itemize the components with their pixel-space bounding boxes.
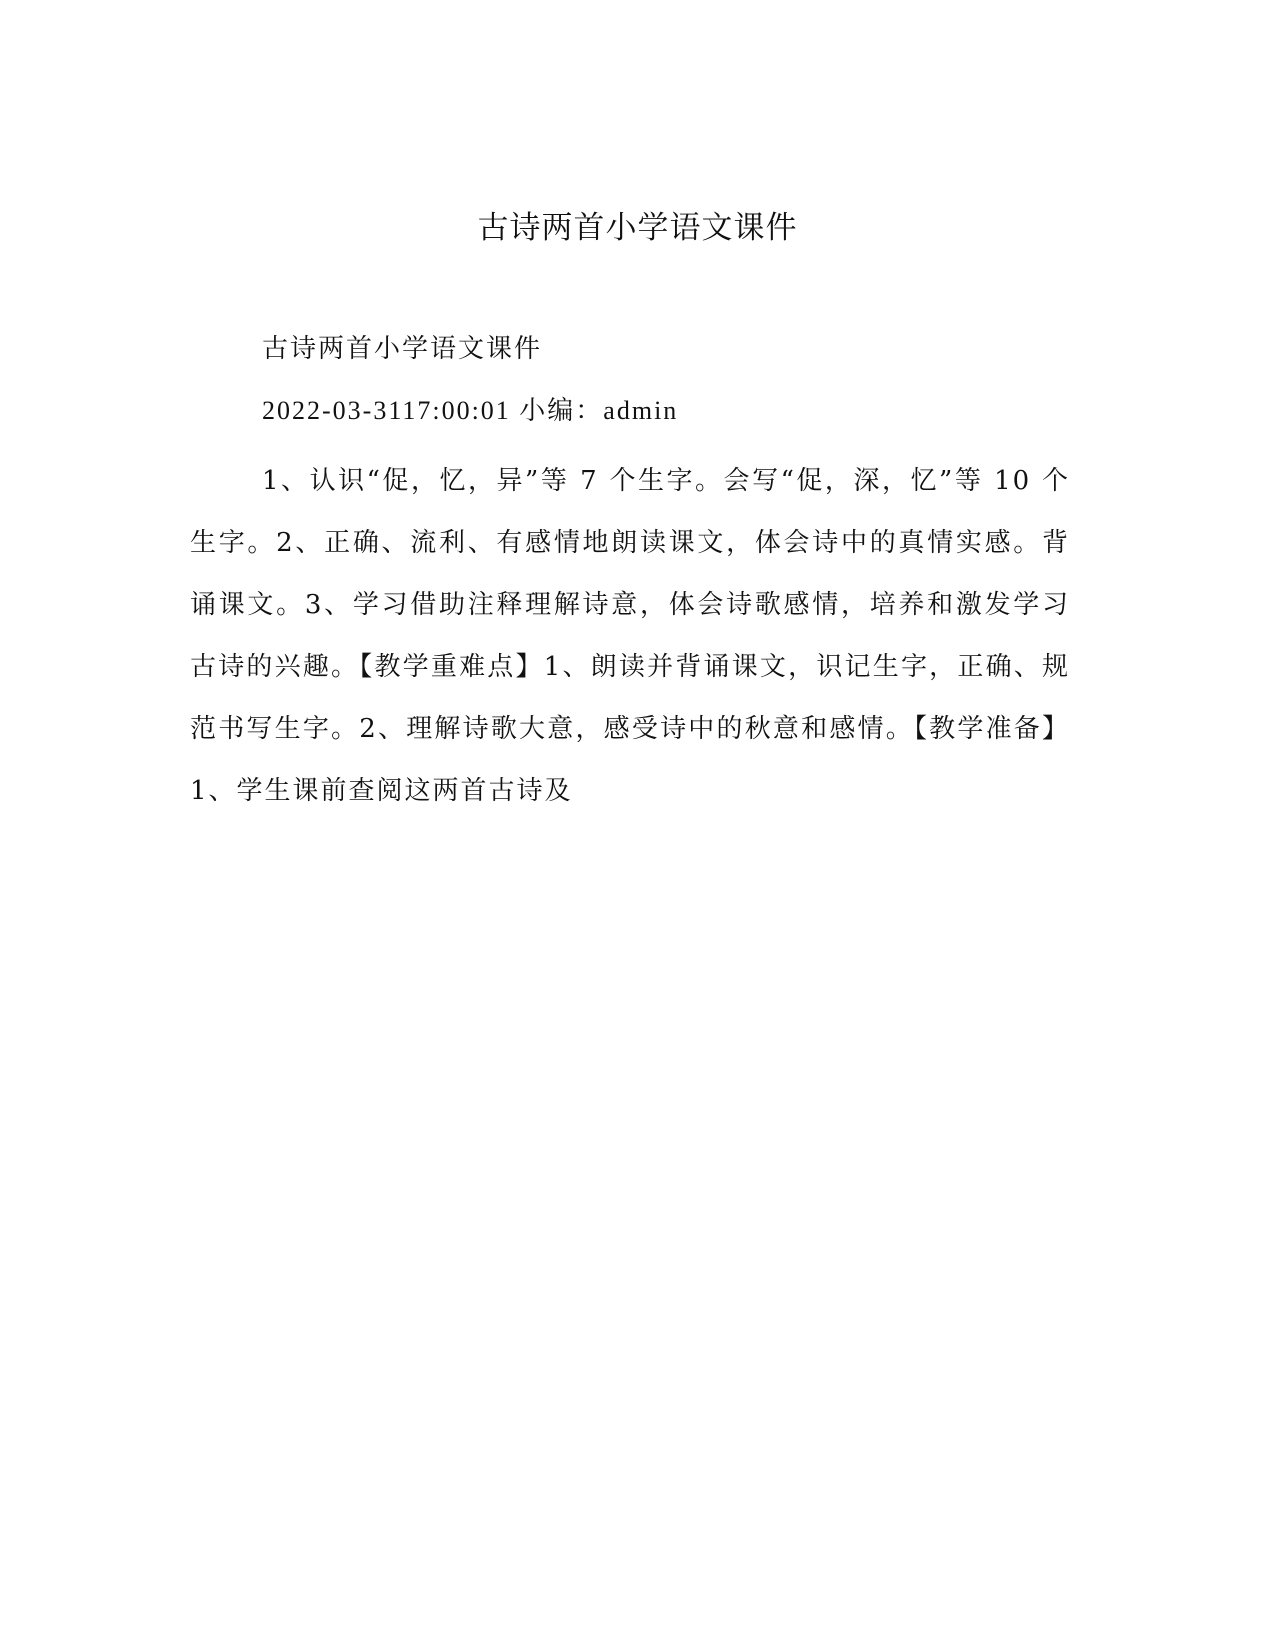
document-subtitle: 古诗两首小学语文课件 [262, 334, 543, 364]
document-meta-line: 2022-03-3117:00:01 小编：admin [262, 396, 679, 425]
document-content [190, 328, 1070, 822]
document-title: 古诗两首小学语文课件 [477, 210, 798, 246]
document-body-paragraph: 1、认识“促，忆，异”等 7 个生字。会写“促，深，忆”等 10 个生字。2、正确、流利、有感情地朗读课文，体会诗中的真情实感。背诵课文。3、学习借助注释理解诗意，体会诗歌感情，培养和激发学习古诗的兴趣。【教学重难点】1、朗读并背诵课文，识记生字，正确、规范书写生字。2、理解诗歌大意，感受诗中的秋意和感情。【教学准备】1、学生课前查阅这两首古诗及 [190, 466, 1070, 806]
